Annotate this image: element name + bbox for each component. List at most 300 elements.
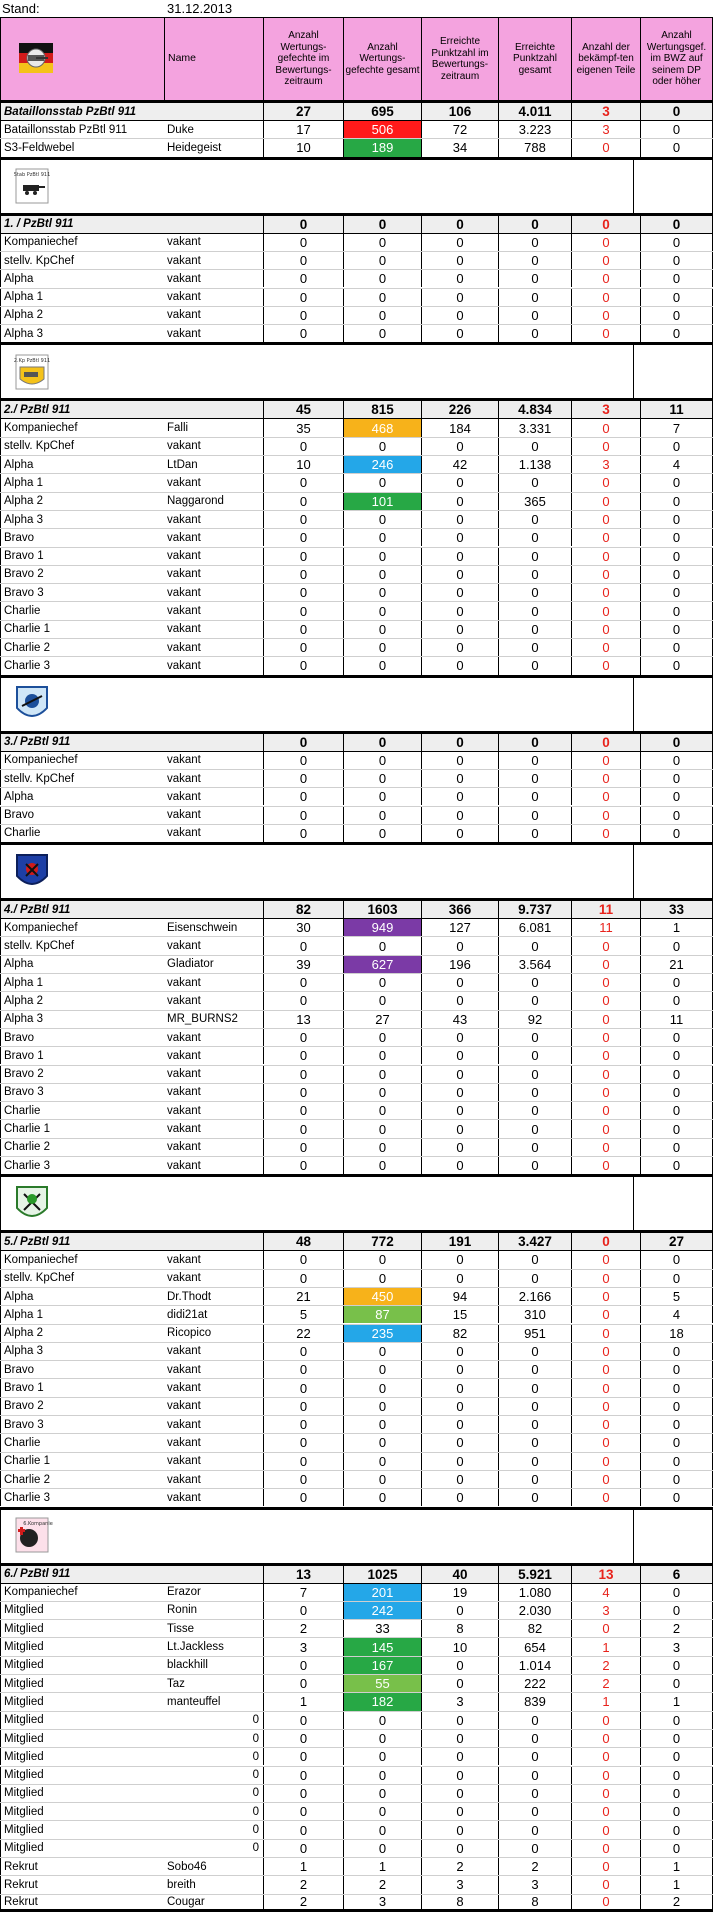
battles-total-cell: 242 [343,1602,421,1619]
points-total-cell: 0 [498,974,571,991]
points-total-cell: 222 [498,1675,571,1692]
name-cell: vakant [167,1272,201,1285]
battles-total-cell: 0 [343,1803,421,1820]
logo-cell-end [633,1510,713,1563]
battles-period-cell: 0 [263,1434,343,1451]
unit-summary-row [0,898,713,918]
dp-battles-cell: 0 [640,752,713,769]
points-period-cell: 43 [421,1011,498,1028]
points-total-cell: 0 [498,270,571,287]
battles-total-cell: 0 [343,1730,421,1747]
battles-period-cell: 0 [263,511,343,528]
points-total-cell: 0 [498,621,571,638]
points-total-cell: 0 [498,566,571,583]
role-cell: Charlie 3 [0,1157,164,1174]
points-total-cell: 839 [498,1693,571,1710]
name-cell: Gladiator [167,958,214,971]
role-cell: Charlie 1 [0,1453,164,1470]
role-cell: Charlie 3 [0,1489,164,1506]
role-cell: Alpha [0,956,164,973]
points-period-cell: 0 [421,216,498,233]
battles-total-cell: 0 [343,1270,421,1287]
points-total-cell: 0 [498,1084,571,1101]
dp-battles-cell: 1 [640,1858,713,1875]
teamkills-cell: 0 [571,770,640,787]
teamkills-cell: 0 [571,1102,640,1119]
points-period-cell: 0 [421,602,498,619]
role-cell: Bravo 1 [0,548,164,565]
points-period-cell: 184 [421,419,498,436]
table-row [0,492,713,510]
logo-cell [0,345,633,398]
battles-period-cell: 21 [263,1288,343,1305]
teamkills-cell: 3 [571,1602,640,1619]
points-total-cell: 0 [498,992,571,1009]
table-row [0,233,713,251]
teamkills-cell: 0 [571,1251,640,1268]
points-total-cell: 0 [498,1712,571,1729]
table-row [0,510,713,528]
battles-period-cell: 13 [263,1011,343,1028]
battles-total-cell: 0 [343,974,421,991]
name-cell: vakant [167,623,201,636]
points-period-cell: 0 [421,1453,498,1470]
role-cell: Bravo 1 [0,1047,164,1064]
battles-total-cell: 87 [343,1306,421,1323]
points-period-cell: 0 [421,474,498,491]
points-total-cell: 5.921 [498,1566,571,1583]
battles-period-cell: 10 [263,139,343,156]
points-period-cell: 127 [421,919,498,936]
battles-total-cell: 235 [343,1325,421,1342]
battles-period-cell: 0 [263,639,343,656]
points-total-cell: 1.014 [498,1657,571,1674]
name-cell: Lt.Jackless [167,1641,224,1654]
points-total-cell: 0 [498,1840,571,1857]
table-row [0,1784,713,1802]
points-total-cell: 0 [498,1453,571,1470]
points-total-cell: 2.030 [498,1602,571,1619]
dp-battles-cell: 0 [640,1471,713,1488]
name-cell: vakant [167,1491,201,1504]
name-cell: vakant [167,641,201,654]
name-cell [164,1233,263,1250]
points-period-cell: 0 [421,807,498,824]
teamkills-cell: 3 [571,121,640,138]
name-cell: vakant [167,531,201,544]
table-row [0,936,713,954]
teamkills-cell: 0 [571,566,640,583]
teamkills-cell: 1 [571,1638,640,1655]
header-col3: Anzahl Wertungs-gefechte gesamt [343,18,421,100]
battles-period-cell: 0 [263,1657,343,1674]
table-row [0,1711,713,1729]
battles-period-cell: 0 [263,1270,343,1287]
table-row [0,1378,713,1396]
points-period-cell: 0 [421,252,498,269]
table-row [0,1839,713,1857]
battles-period-cell: 10 [263,456,343,473]
dp-battles-cell: 0 [640,103,713,120]
teamkills-cell: 3 [571,401,640,418]
dp-battles-cell: 0 [640,1489,713,1506]
table-row [0,1820,713,1838]
points-total-cell: 788 [498,139,571,156]
points-period-cell: 0 [421,1602,498,1619]
teamkills-cell: 0 [571,474,640,491]
table-row [0,1692,713,1710]
teamkills-cell: 11 [571,901,640,918]
table-row [0,418,713,436]
logo-cell-end [633,845,713,898]
dp-battles-cell: 0 [640,1785,713,1802]
battles-period-cell: 0 [263,289,343,306]
battles-total-cell: 0 [343,438,421,455]
battles-total-cell: 0 [343,1157,421,1174]
name-cell: vakant [167,568,201,581]
battles-period-cell: 48 [263,1233,343,1250]
points-period-cell: 0 [421,1270,498,1287]
name-cell: Ricopico [167,1327,212,1340]
table-row [0,806,713,824]
points-total-cell: 0 [498,307,571,324]
points-period-cell: 0 [421,825,498,842]
role-cell: 4./ PzBtl 911 [0,901,164,918]
battles-period-cell: 0 [263,270,343,287]
teamkills-cell: 0 [571,1233,640,1250]
battles-period-cell: 0 [263,1712,343,1729]
table-row [0,918,713,936]
points-period-cell: 0 [421,1120,498,1137]
logo-cell [0,160,633,213]
battles-total-cell: 182 [343,1693,421,1710]
points-period-cell: 366 [421,901,498,918]
points-total-cell: 2 [498,1858,571,1875]
name-cell: manteuffel [167,1695,221,1708]
battles-total-cell: 0 [343,825,421,842]
points-total-cell: 4.834 [498,401,571,418]
role-cell: Charlie 3 [0,657,164,674]
teamkills-cell: 0 [571,992,640,1009]
name-cell: vakant [167,1086,201,1099]
teamkills-cell: 0 [571,1047,640,1064]
dp-battles-cell: 0 [640,1584,713,1601]
table-row [0,751,713,769]
teamkills-cell: 0 [571,1361,640,1378]
role-cell: Charlie 2 [0,1139,164,1156]
teamkills-cell: 0 [571,621,640,638]
battles-period-cell: 0 [263,1840,343,1857]
battles-period-cell: 0 [263,252,343,269]
role-cell: 5./ PzBtl 911 [0,1233,164,1250]
battles-period-cell: 22 [263,1325,343,1342]
teamkills-cell: 0 [571,1120,640,1137]
teamkills-cell: 0 [571,1858,640,1875]
dp-battles-cell: 3 [640,1638,713,1655]
name-cell: Heidegeist [167,141,222,154]
table-row [0,473,713,491]
points-period-cell: 0 [421,621,498,638]
dp-battles-cell: 0 [640,474,713,491]
role-cell: Bravo [0,1361,164,1378]
dp-battles-cell: 0 [640,734,713,751]
points-total-cell: 0 [498,548,571,565]
teamkills-cell: 0 [571,1803,640,1820]
points-total-cell: 3.564 [498,956,571,973]
teamkills-cell: 0 [571,1895,640,1909]
dp-battles-cell: 0 [640,307,713,324]
points-total-cell: 92 [498,1011,571,1028]
name-cell: breith [167,1878,196,1891]
header-flag [0,18,164,100]
battles-period-cell: 0 [263,548,343,565]
role-cell: Alpha 2 [0,992,164,1009]
battles-total-cell: 0 [343,602,421,619]
points-period-cell: 0 [421,529,498,546]
table-row [0,306,713,324]
logo-cell-end [633,345,713,398]
battles-period-cell: 0 [263,788,343,805]
points-total-cell: 0 [498,1120,571,1137]
dp-battles-cell: 0 [640,511,713,528]
name-cell: 0 [252,1750,259,1763]
name-cell: vakant [167,327,201,340]
teamkills-cell: 0 [571,1288,640,1305]
teamkills-cell: 0 [571,752,640,769]
points-total-cell: 0 [498,1803,571,1820]
points-period-cell: 0 [421,234,498,251]
battles-period-cell: 0 [263,1453,343,1470]
battles-period-cell: 7 [263,1584,343,1601]
teamkills-cell: 0 [571,511,640,528]
company-6-crest-icon [13,1516,51,1556]
points-period-cell: 0 [421,289,498,306]
dp-battles-cell: 0 [640,1139,713,1156]
battles-total-cell: 0 [343,1453,421,1470]
dp-battles-cell: 1 [640,1693,713,1710]
role-cell: Alpha 2 [0,1325,164,1342]
battles-period-cell: 0 [263,1675,343,1692]
role-cell: Charlie [0,602,164,619]
role-cell: Charlie 2 [0,639,164,656]
teamkills-cell: 11 [571,919,640,936]
role-cell: stellv. KpChef [0,252,164,269]
table-row [0,1360,713,1378]
teamkills-cell: 0 [571,139,640,156]
points-period-cell: 2 [421,1858,498,1875]
battles-period-cell: 0 [263,1471,343,1488]
battles-total-cell: 0 [343,1379,421,1396]
battles-period-cell: 39 [263,956,343,973]
points-total-cell: 0 [498,1471,571,1488]
battles-total-cell: 1 [343,1858,421,1875]
teamkills-cell: 0 [571,1270,640,1287]
battles-total-cell: 0 [343,1471,421,1488]
name-cell: Dr.Thodt [167,1290,212,1303]
battles-total-cell: 0 [343,270,421,287]
role-cell: Rekrut [0,1895,164,1909]
table-row [0,620,713,638]
teamkills-cell: 0 [571,1876,640,1893]
battles-period-cell: 5 [263,1306,343,1323]
points-period-cell: 0 [421,1785,498,1802]
points-period-cell: 0 [421,1675,498,1692]
battles-total-cell: 0 [343,216,421,233]
table-row [0,1046,713,1064]
points-period-cell: 0 [421,1361,498,1378]
name-cell: vakant [167,254,201,267]
name-cell: Naggarond [167,495,224,508]
logo-cell-end [633,160,713,213]
name-cell: vakant [167,440,201,453]
battles-total-cell: 0 [343,1748,421,1765]
role-cell: Bravo [0,529,164,546]
dp-battles-cell: 0 [640,325,713,342]
dp-battles-cell: 0 [640,493,713,510]
company-3-crest-icon [13,684,51,724]
name-cell: vakant [167,586,201,599]
battles-period-cell: 0 [263,1398,343,1415]
points-period-cell: 0 [421,770,498,787]
points-period-cell: 72 [421,121,498,138]
points-period-cell: 0 [421,548,498,565]
points-total-cell: 0 [498,1821,571,1838]
role-cell: Mitglied [0,1620,164,1637]
battles-period-cell: 0 [263,992,343,1009]
battles-period-cell: 35 [263,419,343,436]
name-cell: vakant [167,1253,201,1266]
role-cell: Bravo 1 [0,1379,164,1396]
battles-total-cell: 949 [343,919,421,936]
role-cell: Mitglied [0,1675,164,1692]
table-row [0,787,713,805]
battles-period-cell: 45 [263,401,343,418]
teamkills-cell: 0 [571,825,640,842]
battles-total-cell: 201 [343,1584,421,1601]
battles-total-cell: 0 [343,1434,421,1451]
battles-period-cell: 0 [263,529,343,546]
name-cell: vakant [167,940,201,953]
table-row [0,1101,713,1119]
battles-period-cell: 0 [263,307,343,324]
name-cell: vakant [167,550,201,563]
battles-total-cell: 0 [343,566,421,583]
role-cell: Charlie [0,1434,164,1451]
teamkills-cell: 0 [571,1434,640,1451]
dp-battles-cell: 0 [640,1157,713,1174]
points-total-cell: 0 [498,1489,571,1506]
teamkills-cell: 0 [571,307,640,324]
battles-period-cell: 0 [263,1489,343,1506]
points-total-cell: 0 [498,752,571,769]
points-total-cell: 0 [498,1748,571,1765]
teamkills-cell: 0 [571,1325,640,1342]
name-cell: Tisse [167,1622,195,1635]
table-row [0,547,713,565]
battles-total-cell: 0 [343,734,421,751]
unit-summary-row [0,213,713,233]
teamkills-cell: 0 [571,639,640,656]
points-period-cell: 19 [421,1584,498,1601]
points-period-cell: 3 [421,1693,498,1710]
dp-battles-cell: 0 [640,1840,713,1857]
header-col6: Anzahl der bekämpf-ten eigenen Teile [571,18,640,100]
dp-battles-cell: 0 [640,937,713,954]
battles-total-cell: 0 [343,788,421,805]
name-cell: 0 [252,1805,259,1818]
battles-total-cell: 0 [343,529,421,546]
dp-battles-cell: 0 [640,1066,713,1083]
points-period-cell: 0 [421,1767,498,1784]
points-period-cell: 0 [421,1029,498,1046]
role-cell: Bravo [0,807,164,824]
company-2-crest-icon [13,352,51,392]
table-row [0,455,713,473]
points-total-cell: 654 [498,1638,571,1655]
teamkills-cell: 0 [571,1084,640,1101]
battles-period-cell: 27 [263,103,343,120]
battles-total-cell: 0 [343,1821,421,1838]
teamkills-cell: 0 [571,1821,640,1838]
points-period-cell: 94 [421,1288,498,1305]
dp-battles-cell: 11 [640,401,713,418]
battles-total-cell: 0 [343,252,421,269]
points-total-cell: 0 [498,602,571,619]
name-cell: vakant [167,1418,201,1431]
role-cell: stellv. KpChef [0,1270,164,1287]
dp-battles-cell: 11 [640,1011,713,1028]
stand-line [0,0,713,17]
role-cell: Bravo 3 [0,584,164,601]
points-period-cell: 0 [421,1102,498,1119]
battles-total-cell: 0 [343,1084,421,1101]
battles-total-cell: 450 [343,1288,421,1305]
role-cell: Alpha 1 [0,474,164,491]
role-cell: Alpha 3 [0,511,164,528]
role-cell: Mitglied [0,1638,164,1655]
dp-battles-cell: 0 [640,529,713,546]
points-total-cell: 0 [498,1379,571,1396]
header-col5: Erreichte Punktzahl gesamt [498,18,571,100]
battles-period-cell: 0 [263,657,343,674]
battles-total-cell: 33 [343,1620,421,1637]
battles-total-cell: 0 [343,1102,421,1119]
teamkills-cell: 0 [571,1712,640,1729]
name-cell: Erazor [167,1586,201,1599]
teamkills-cell: 0 [571,602,640,619]
table-row [0,269,713,287]
name-cell: vakant [167,1455,201,1468]
table-row [0,1433,713,1451]
battles-total-cell: 246 [343,456,421,473]
battles-total-cell: 815 [343,401,421,418]
unit-summary-row [0,731,713,751]
company-4-crest-icon [13,852,51,892]
teamkills-cell: 0 [571,529,640,546]
teamkills-cell: 0 [571,1398,640,1415]
battles-period-cell: 0 [263,1416,343,1433]
name-cell: vakant [167,976,201,989]
role-cell: Alpha 2 [0,307,164,324]
points-period-cell: 0 [421,307,498,324]
battles-total-cell: 0 [343,1416,421,1433]
dp-battles-cell: 0 [640,1712,713,1729]
dp-battles-cell: 0 [640,1102,713,1119]
stand-date: 31.12.2013 [167,1,233,16]
name-cell [164,1566,263,1583]
points-period-cell: 0 [421,1416,498,1433]
battles-period-cell: 0 [263,825,343,842]
